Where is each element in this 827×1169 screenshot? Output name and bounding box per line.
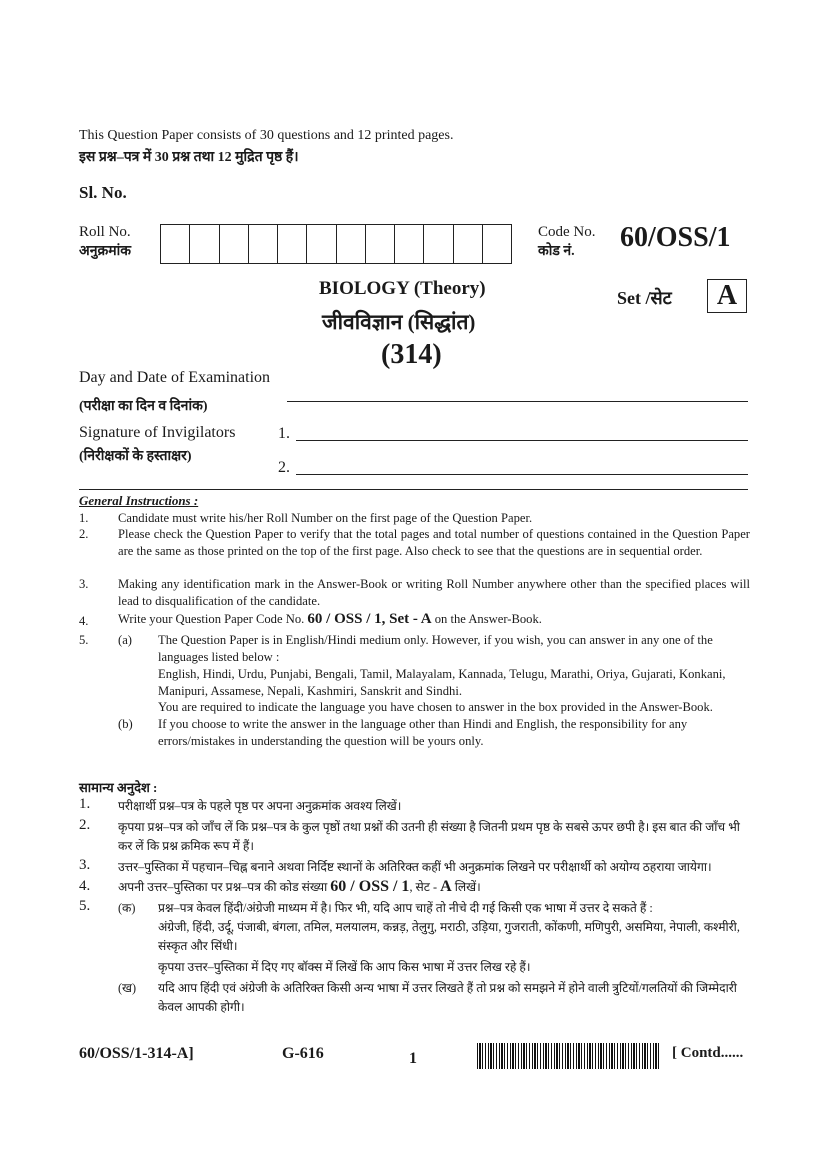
paper-info-hi: इस प्रश्न–पत्र में 30 प्रश्न तथा 12 मुद्रित पृष्ठ हैं।: [79, 150, 299, 165]
signature-1-line[interactable]: [296, 440, 748, 441]
footer-series-code: G-616: [282, 1045, 324, 1062]
hindi-instructions-title: सामान्य अनुदेश :: [79, 780, 158, 795]
section-divider: [79, 489, 748, 490]
barcode-image: [477, 1043, 660, 1069]
footer-paper-code: 60/OSS/1-314-A]: [79, 1045, 194, 1062]
sub-item-label: (ख): [118, 981, 137, 995]
code-number-label: [538, 223, 596, 261]
roll-number-boxes[interactable]: [160, 224, 512, 264]
instruction-text-pre: Write your Question Paper Code No.: [118, 612, 308, 626]
continued-marker: [ Contd......: [672, 1045, 744, 1061]
instruction-text: Making any identification mark in the Answer-Book or writing Roll Number anywhere other than the specified places will lead to disqualification of the candidate.: [118, 577, 750, 608]
instruction-text: Candidate must write his/her Roll Number on the first page of the Question Paper.: [118, 511, 533, 525]
instruction-number: 4.: [79, 878, 91, 894]
instruction-text-pre: अपनी उत्तर–पुस्तिका पर प्रश्न–पत्र की कोड संख्या: [118, 880, 331, 894]
instruction-number: 2.: [79, 527, 89, 541]
sub-item-label: (क): [118, 901, 136, 915]
exam-date-line[interactable]: [287, 401, 748, 402]
instruction-number: 4.: [79, 614, 89, 628]
subject-title-hi: जीवविज्ञान (सिद्धांत): [322, 310, 476, 334]
set-value-box: A: [707, 279, 747, 313]
code-number-value: 60/OSS/1: [620, 222, 731, 253]
roll-digit-box[interactable]: [278, 225, 307, 263]
instruction-text: The Question Paper is in English/Hindi medium only. However, if you wish, you can answer in any one of the languages listed below :: [158, 633, 713, 664]
subject-code: (314): [381, 339, 442, 370]
roll-digit-box[interactable]: [424, 225, 453, 263]
roll-digit-box[interactable]: [220, 225, 249, 263]
instruction-text-post: लिखें।: [451, 880, 481, 894]
subject-title-en: BIOLOGY (Theory): [319, 278, 486, 299]
roll-digit-box[interactable]: [161, 225, 190, 263]
roll-digit-box[interactable]: [483, 225, 511, 263]
exam-date-label-hi: (परीक्षा का दिन व दिनांक): [79, 399, 208, 414]
instruction-text: [118, 611, 750, 628]
general-instructions-title: General Instructions :: [79, 493, 199, 508]
instruction-text: परीक्षार्थी प्रश्न–पत्र के पहले पृष्ठ पर अपना अनुक्रमांक अवश्य लिखें।: [118, 799, 402, 813]
serial-number-label: Sl. No.: [79, 183, 127, 202]
roll-digit-box[interactable]: [366, 225, 395, 263]
instruction-note: कृपया उत्तर–पुस्तिका में दिए गए बॉक्स में लिखें कि आप किस भाषा में उत्तर लिख रहे हैं।: [158, 960, 531, 974]
roll-digit-box[interactable]: [249, 225, 278, 263]
instruction-note: You are required to indicate the language you have chosen to answer in the box provided in the Answer-Book.: [158, 700, 713, 714]
page-number: 1: [409, 1050, 417, 1067]
exam-date-label-en: Day and Date of Examination: [79, 369, 271, 386]
instruction-text: [118, 877, 750, 897]
sub-item-label: (a): [118, 633, 132, 647]
roll-digit-box[interactable]: [454, 225, 483, 263]
paper-code-set: 60 / OSS / 1, Set - A: [307, 611, 432, 627]
instruction-number: 1.: [79, 511, 89, 525]
code-number-label-hi: कोड नं.: [538, 244, 575, 259]
instruction-number: 1.: [79, 796, 91, 812]
paper-set: A: [440, 878, 452, 895]
roll-digit-box[interactable]: [395, 225, 424, 263]
roll-digit-box[interactable]: [307, 225, 336, 263]
instruction-text-mid: , सेट -: [409, 880, 441, 894]
instruction-text: If you choose to write the answer in the language other than Hindi and English, the responsibility for any errors/mistakes in understanding the question will be yours only.: [158, 717, 688, 748]
instruction-text: प्रश्न–पत्र केवल हिंदी/अंग्रेजी माध्यम में है। फिर भी, यदि आप चाहें तो नीचे दी गई किसी एक भाषा में उत्तर दे सकते हैं :: [158, 901, 653, 915]
instruction-text: उत्तर–पुस्तिका में पहचान–चिह्न बनाने अथवा निर्दिष्ट स्थानों के अतिरिक्त कहीं भी अनुक्रमांक लिखने पर परीक्षार्थी को अयोग्य ठहराया जायेगा।: [118, 860, 712, 874]
roll-number-label-hi: अनुक्रमांक: [79, 244, 131, 259]
roll-number-label: [79, 223, 131, 261]
set-label: Set /सेट: [617, 288, 672, 308]
instruction-number: 2.: [79, 817, 91, 833]
language-list: English, Hindi, Urdu, Punjabi, Bengali, Tamil, Malayalam, Kannada, Telugu, Marathi, Oriya, Gujarati, Konkani, Manipuri, Assamese, Nepali, Kashmiri, Sanskrit and Sindhi.: [158, 667, 726, 698]
instruction-text: कृपया प्रश्न–पत्र को जाँच लें कि प्रश्न–पत्र के कुल पृष्ठों तथा प्रश्नों की उतनी ही संख्या है जितनी प्रथम पृष्ठ के सबसे ऊपर छपी है। इस बात की जाँच भी कर लें कि प्रश्न क्रमिक रूप में हैं।: [118, 820, 740, 853]
invigilator-signature-label-hi: (निरीक्षकों के हस्ताक्षर): [79, 449, 192, 464]
invigilator-signature-label-en: Signature of Invigilators: [79, 424, 236, 441]
instruction-text: यदि आप हिंदी एवं अंग्रेजी के अतिरिक्त किसी अन्य भाषा में उत्तर लिखते हैं तो प्रश्न को समझने में होने वाली त्रुटियों/गलतियों की जिम्मेदारी केवल आपकी होगी।: [158, 981, 737, 1014]
signature-2-number: 2.: [278, 459, 290, 476]
instruction-number: 3.: [79, 857, 91, 873]
instruction-text: Please check the Question Paper to verify that the total pages and total number of questions contained in the Question Paper are the same as those printed on the top of the first page. Also check to see that the questions are in sequential order.: [118, 527, 750, 558]
roll-number-label-en: Roll No.: [79, 224, 131, 240]
paper-code: 60 / OSS / 1: [330, 878, 410, 895]
instruction-number: 5.: [79, 633, 89, 647]
language-list: अंग्रेजी, हिंदी, उर्दू, पंजाबी, बंगला, तमिल, मलयालम, कन्नड़, तेलुगु, मराठी, उड़िया, गुजराती, कोंकणी, मणिपुरी, असमिया, नेपाली, कश्मीरी, संस्कृत और सिंधी।: [158, 920, 740, 953]
roll-digit-box[interactable]: [337, 225, 366, 263]
code-number-label-en: Code No.: [538, 224, 596, 240]
signature-1-number: 1.: [278, 425, 290, 442]
signature-2-line[interactable]: [296, 474, 748, 475]
instruction-number: 3.: [79, 577, 89, 591]
instruction-text-post: on the Answer-Book.: [431, 612, 542, 626]
roll-digit-box[interactable]: [190, 225, 219, 263]
paper-info-en: This Question Paper consists of 30 questions and 12 printed pages.: [79, 128, 454, 143]
instruction-number: 5.: [79, 898, 91, 914]
sub-item-label: (b): [118, 717, 133, 731]
